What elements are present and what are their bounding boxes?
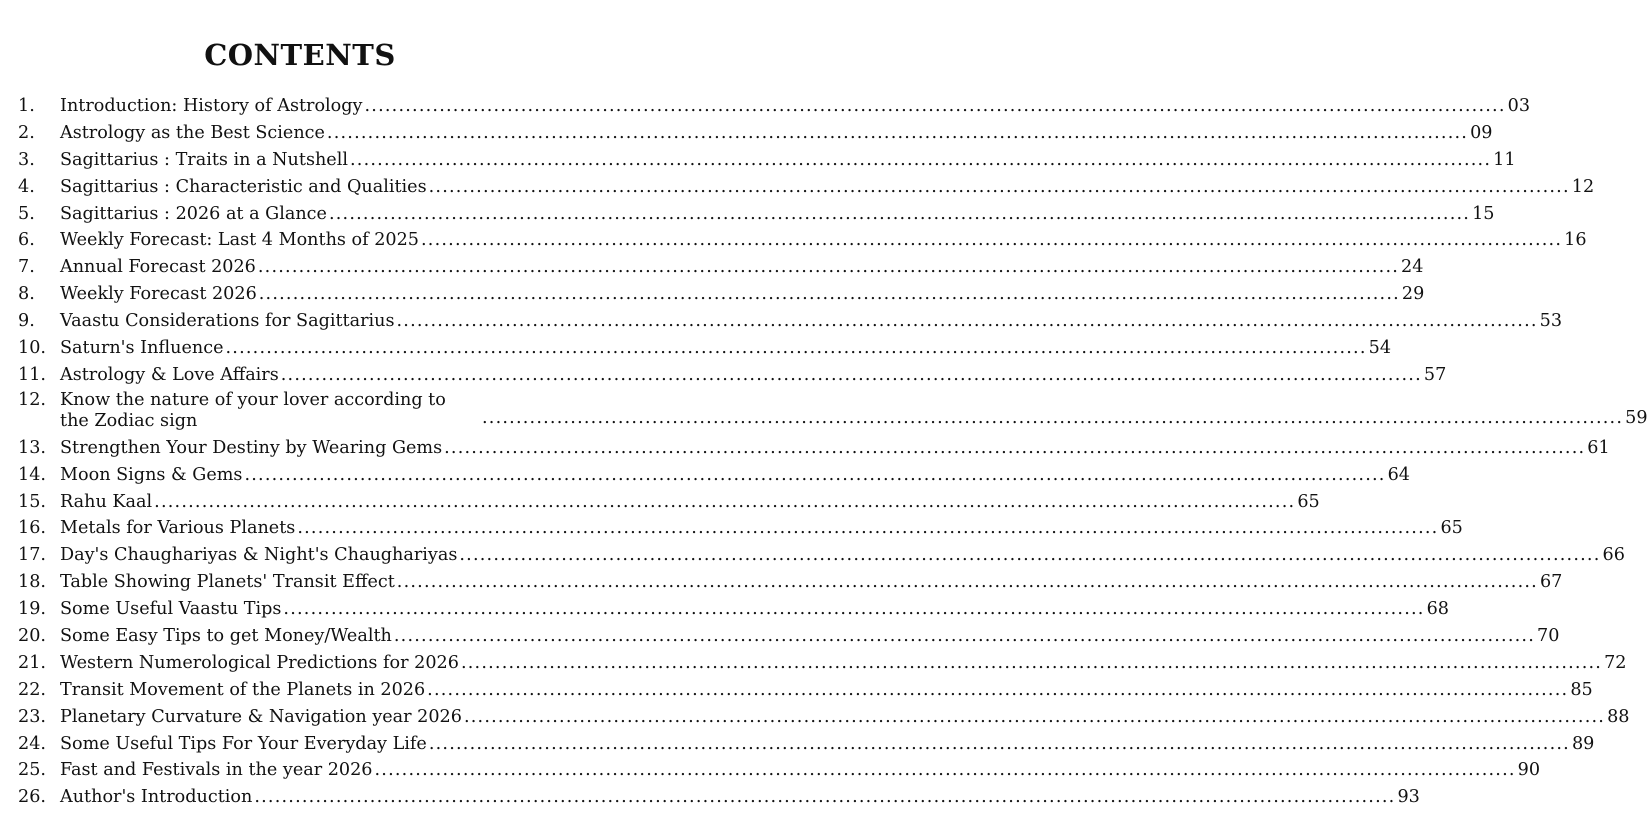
toc-entry[interactable] xyxy=(18,650,1627,677)
toc-entry[interactable] xyxy=(18,201,1495,228)
dot-leader xyxy=(350,147,1491,174)
toc-entry[interactable] xyxy=(18,308,1563,335)
dot-leader xyxy=(364,93,1505,120)
dot-leader xyxy=(394,623,1535,650)
dot-leader xyxy=(244,462,1385,489)
entry-title: Rahu Kaal xyxy=(60,491,153,512)
entry-title: Vaastu Considerations for Sagittarius xyxy=(60,311,395,332)
entry-page-number: 54 xyxy=(1368,338,1392,359)
entry-page-number: 90 xyxy=(1517,760,1541,781)
entry-page-number: 89 xyxy=(1571,733,1595,754)
table-of-contents xyxy=(18,93,1648,811)
entry-number: 20. xyxy=(18,626,46,647)
toc-entry[interactable] xyxy=(18,757,1541,784)
dot-leader xyxy=(154,489,1295,516)
entry-title: Transit Movement of the Planets in 2026 xyxy=(60,679,426,700)
dot-leader xyxy=(297,515,1438,542)
page-title: CONTENTS xyxy=(204,38,396,72)
dot-leader xyxy=(226,335,1367,362)
toc-entry[interactable] xyxy=(18,227,1587,254)
entry-page-number: 70 xyxy=(1537,626,1560,647)
entry-number: 7. xyxy=(18,257,35,278)
entry-number: 18. xyxy=(18,572,46,593)
entry-title: Saturn's Influence xyxy=(60,338,224,359)
entry-number: 16. xyxy=(18,518,46,539)
toc-entry[interactable] xyxy=(18,254,1424,281)
dot-leader xyxy=(461,650,1602,677)
entry-title: Astrology & Love Affairs xyxy=(60,364,279,385)
entry-page-number: 66 xyxy=(1602,545,1625,566)
toc-entry[interactable] xyxy=(18,489,1320,516)
entry-number: 1. xyxy=(18,96,35,116)
dot-leader xyxy=(327,120,1468,147)
toc-entry[interactable] xyxy=(18,462,1410,489)
entry-number: 17. xyxy=(18,545,46,566)
toc-entry[interactable] xyxy=(18,677,1593,704)
toc-entry[interactable] xyxy=(18,335,1392,362)
entry-number: 10. xyxy=(18,338,46,359)
dot-leader xyxy=(429,731,1570,758)
entry-page-number: 85 xyxy=(1570,679,1593,700)
entry-page-number: 65 xyxy=(1440,518,1463,539)
entry-number: 4. xyxy=(18,176,35,197)
toc-entry[interactable] xyxy=(18,174,1595,201)
toc-entry[interactable] xyxy=(18,623,1560,650)
toc-entry[interactable] xyxy=(18,389,1648,435)
entry-title: Author's Introduction xyxy=(60,787,253,808)
entry-page-number: 64 xyxy=(1387,464,1410,485)
toc-entry[interactable] xyxy=(18,147,1516,174)
entry-title: Metals for Various Planets xyxy=(60,518,296,539)
entry-number: 14. xyxy=(18,464,46,485)
entry-number: 12. xyxy=(18,389,46,410)
toc-entry[interactable] xyxy=(18,120,1493,147)
entry-page-number: 61 xyxy=(1587,437,1610,458)
entry-number: 11. xyxy=(18,364,46,385)
toc-entry[interactable] xyxy=(18,704,1630,731)
entry-page-number: 93 xyxy=(1397,787,1420,808)
dot-leader xyxy=(397,569,1538,596)
entry-title: Strengthen Your Destiny by Wearing Gems xyxy=(60,437,443,458)
entry-number: 15. xyxy=(18,491,46,512)
dot-leader xyxy=(281,362,1422,389)
entry-title: Weekly Forecast: Last 4 Months of 2025 xyxy=(60,230,419,251)
entry-page-number: 88 xyxy=(1607,706,1630,727)
entry-title: Annual Forecast 2026 xyxy=(60,257,256,278)
entry-title: Fast and Festivals in the year 2026 xyxy=(60,760,373,781)
entry-title: Day's Chaughariyas & Night's Chaughariyas xyxy=(60,545,458,566)
toc-entry[interactable] xyxy=(18,281,1425,308)
entry-number: 22. xyxy=(18,679,46,700)
toc-entry[interactable] xyxy=(18,515,1463,542)
entry-title: Some Easy Tips to get Money/Wealth xyxy=(60,626,392,647)
dot-leader xyxy=(329,201,1470,228)
entry-page-number: 15 xyxy=(1472,203,1495,224)
entry-page-number: 09 xyxy=(1470,122,1493,143)
entry-page-number: 12 xyxy=(1571,176,1595,197)
toc-entry[interactable] xyxy=(18,596,1449,623)
dot-leader xyxy=(421,227,1562,254)
entry-page-number: 72 xyxy=(1604,652,1627,673)
entry-title: Sagittarius : Characteristic and Qualities xyxy=(60,176,427,197)
dot-leader xyxy=(259,281,1400,308)
toc-entry[interactable] xyxy=(18,362,1447,389)
entry-number: 24. xyxy=(18,733,46,754)
dot-leader xyxy=(444,435,1585,462)
entry-page-number: 67 xyxy=(1539,572,1563,593)
entry-title: Introduction: History of Astrology xyxy=(60,96,363,116)
entry-number: 2. xyxy=(18,122,35,143)
entry-page-number: 68 xyxy=(1426,599,1449,620)
entry-title: Sagittarius : Traits in a Nutshell xyxy=(60,149,348,170)
entry-page-number: 53 xyxy=(1539,311,1563,332)
entry-number: 9. xyxy=(18,311,35,332)
entry-number: 8. xyxy=(18,284,35,305)
entry-number: 25. xyxy=(18,760,46,781)
toc-entry[interactable] xyxy=(18,569,1563,596)
toc-entry[interactable] xyxy=(18,784,1420,811)
dot-leader xyxy=(254,784,1395,811)
dot-leader xyxy=(429,174,1570,201)
entry-page-number: 03 xyxy=(1507,96,1531,116)
toc-entry[interactable] xyxy=(18,435,1610,462)
dot-leader xyxy=(459,542,1600,569)
entry-number: 21. xyxy=(18,652,46,673)
toc-entry[interactable] xyxy=(18,542,1625,569)
entry-title: Western Numerological Predictions for 2026 xyxy=(60,652,459,673)
entry-title: Weekly Forecast 2026 xyxy=(60,284,257,305)
entry-page-number: 11 xyxy=(1493,149,1516,170)
entry-number: 6. xyxy=(18,230,35,251)
entry-title: Table Showing Planets' Transit Effect xyxy=(60,572,395,593)
entry-title: Some Useful Tips For Your Everyday Life xyxy=(60,733,427,754)
entry-page-number: 24 xyxy=(1401,257,1424,278)
dot-leader xyxy=(482,405,1623,435)
entry-page-number: 65 xyxy=(1297,491,1320,512)
dot-leader xyxy=(427,677,1568,704)
entry-page-number: 57 xyxy=(1423,364,1447,385)
entry-title: Moon Signs & Gems xyxy=(60,464,243,485)
entry-number: 5. xyxy=(18,203,35,224)
entry-page-number: 29 xyxy=(1401,284,1425,305)
dot-leader xyxy=(258,254,1399,281)
toc-entry[interactable] xyxy=(18,93,1531,120)
dot-leader xyxy=(464,704,1605,731)
entry-number: 23. xyxy=(18,706,46,727)
toc-entry[interactable] xyxy=(18,731,1595,758)
entry-title: Sagittarius : 2026 at a Glance xyxy=(60,203,327,224)
dot-leader xyxy=(397,308,1538,335)
dot-leader xyxy=(375,757,1516,784)
entry-number: 19. xyxy=(18,599,46,620)
entry-number: 3. xyxy=(18,149,35,170)
entry-number: 13. xyxy=(18,437,46,458)
entry-page-number: 59 xyxy=(1625,407,1648,428)
entry-title: Some Useful Vaastu Tips xyxy=(60,599,282,620)
dot-leader xyxy=(283,596,1424,623)
entry-number: 26. xyxy=(18,787,46,808)
entry-title: Planetary Curvature & Navigation year 2026 xyxy=(60,706,462,727)
entry-title: Know the nature of your lover according to the Zodiac sign xyxy=(60,389,446,431)
entry-title: Astrology as the Best Science xyxy=(60,122,325,143)
entry-page-number: 16 xyxy=(1564,230,1587,251)
